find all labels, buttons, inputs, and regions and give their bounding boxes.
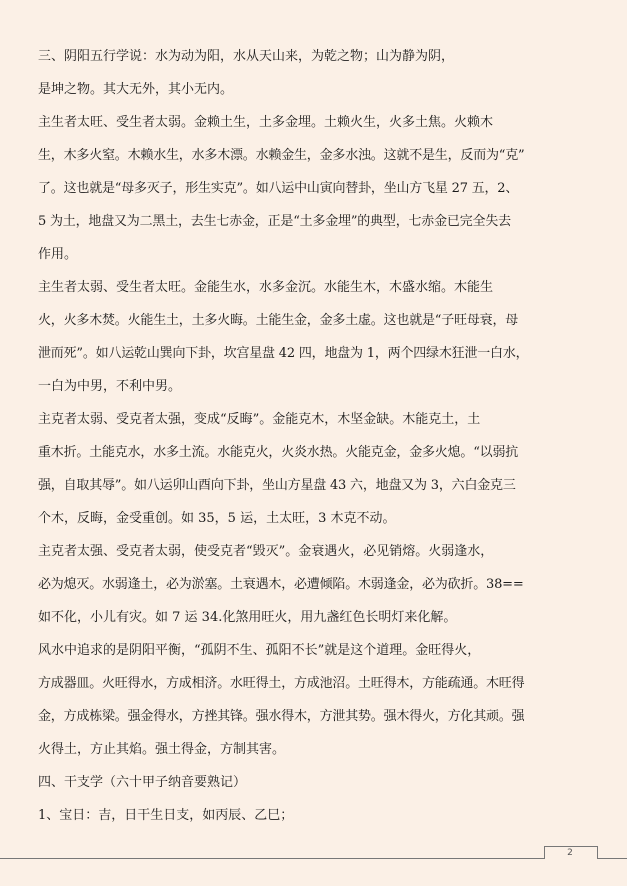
text-line: 强，自取其辱”。如八运卯山酉向下卦，坐山方星盘 43 六，地盘又为 3，六白金克三 — [38, 478, 516, 493]
text-line: 主生者太弱、受生者太旺。金能生水，水多金沉。水能生木，木盛水缩。木能生 — [38, 280, 494, 295]
text-line: 个木，反晦，金受重创。如 35，5 运，土太旺，3 木克不动。 — [38, 511, 396, 526]
text-line: 作用。 — [38, 247, 78, 262]
text-line: 了。这也就是“母多灭子，形生实克”。如八运中山寅向替卦，坐山方飞星 27 五，2、 — [38, 181, 519, 196]
text-line: 方成器皿。火旺得水，方成相济。水旺得土，方成池沼。土旺得木，方能疏通。木旺得 — [38, 676, 525, 691]
text-line: 火得土，方止其焰。强土得金，方制其害。 — [38, 742, 286, 757]
footer-rule — [0, 858, 544, 859]
text-line: 三、阴阳五行学说：水为动为阳，水从天山来，为乾之物；山为静为阴， — [38, 49, 455, 64]
text-line: 金，方成栋梁。强金得水，方挫其锋。强水得木，方泄其势。强木得火，方化其顽。强 — [38, 709, 525, 724]
text-line: 风水中追求的是阴阳平衡，“孤阴不生、孤阳不长”就是这个道理。金旺得火， — [38, 643, 481, 658]
text-line: 必为熄灭。水弱逢土，必为淤塞。土衰遇木，必遭倾陷。木弱逢金，必为砍折。38== — [38, 577, 524, 592]
text-line: 重木折。土能克水，水多土流。水能克火，火炎水热。火能克金，金多火熄。“以弱抗 — [38, 445, 519, 460]
text-line: 主克者太弱、受克者太强，变成“反晦”。金能克木，木坚金缺。木能克土，土 — [38, 412, 481, 427]
section-heading: 四、干支学（六十甲子纳音要熟记） — [38, 775, 247, 790]
text-line: 主生者太旺、受生者太弱。金赖土生，土多金埋。土赖火生，火多土焦。火赖木 — [38, 115, 494, 130]
text-line: 5 为土，地盘又为二黑土，去生七赤金，正是“土多金埋”的典型，七赤金已完全失去 — [38, 214, 511, 229]
text-line: 1、宝日：吉，日干生日支，如丙辰、乙巳； — [38, 808, 294, 823]
text-line: 如不化，小儿有灾。如 7 运 34.化煞用旺火，用九盏红色长明灯来化解。 — [38, 610, 457, 625]
text-line: 泄而死”。如八运乾山巽向下卦，坎宫星盘 42 四，地盘为 1，两个四绿木狂泄一白水， — [38, 346, 529, 361]
footer-rule — [596, 858, 627, 859]
document-body — [38, 40, 598, 832]
text-line: 是坤之物。其大无外，其小无内。 — [38, 82, 234, 97]
text-line: 主克者太强、受克者太弱，使受克者“毁灭”。金衰遇火，必见销熔。火弱逢水， — [38, 544, 494, 559]
text-line: 一白为中男，不利中男。 — [38, 379, 182, 394]
page-number: 2 — [567, 848, 573, 858]
text-line: 火，火多木焚。火能生土，土多火晦。土能生金，金多土虚。这也就是“子旺母衰，母 — [38, 313, 519, 328]
text-line: 生，木多火窒。木赖水生，水多木漂。水赖金生，金多水浊。这就不是生，反而为“克” — [38, 148, 525, 163]
